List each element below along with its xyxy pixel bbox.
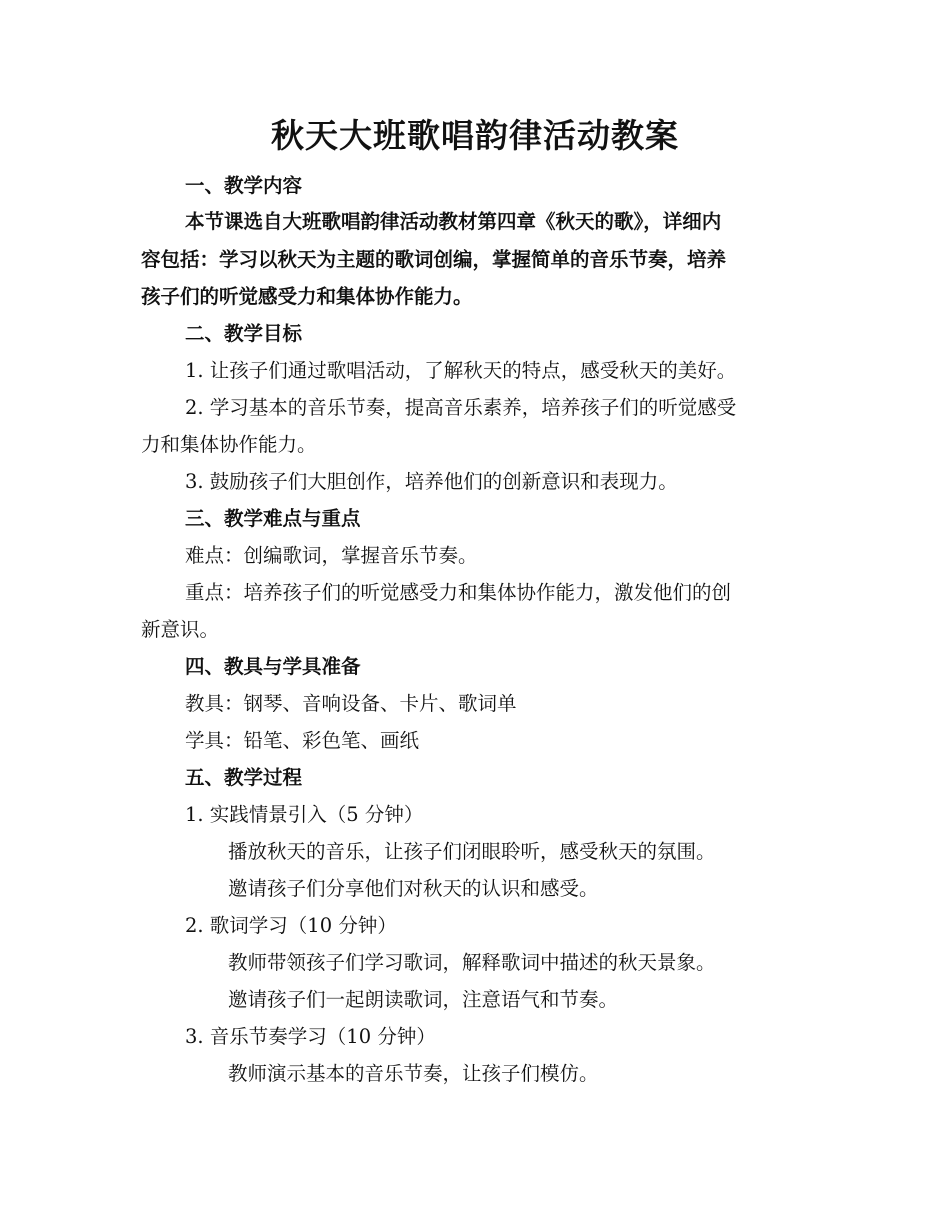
content-paragraph-line-3: 孩子们的听觉感受力和集体协作能力。 <box>141 285 473 308</box>
student-tools: 学具：铅笔、彩色笔、画纸 <box>185 729 420 752</box>
process-step-2: 2. 歌词学习（10 分钟） <box>185 914 397 937</box>
process-step-2-detail-b: 邀请孩子们一起朗读歌词，注意语气和节奏。 <box>228 988 619 1011</box>
objective-item-1: 1. 让孩子们通过歌唱活动，了解秋天的特点，感受秋天的美好。 <box>185 359 737 382</box>
process-step-2-detail-a: 教师带领孩子们学习歌词，解释歌词中描述的秋天景象。 <box>228 951 716 974</box>
process-step-1-detail-b: 邀请孩子们分享他们对秋天的认识和感受。 <box>228 877 599 900</box>
key-point-line-1: 重点：培养孩子们的听觉感受力和集体协作能力，激发他们的创 <box>185 581 732 604</box>
section-heading-process: 五、教学过程 <box>185 766 303 789</box>
objective-item-2-line-2: 力和集体协作能力。 <box>141 433 317 456</box>
key-point-line-2: 新意识。 <box>141 618 220 641</box>
section-heading-content: 一、教学内容 <box>185 174 303 197</box>
objective-item-3: 3. 鼓励孩子们大胆创作，培养他们的创新意识和表现力。 <box>185 470 678 493</box>
section-heading-objectives: 二、教学目标 <box>185 322 303 345</box>
section-heading-materials: 四、教具与学具准备 <box>185 655 361 678</box>
teacher-tools: 教具：钢琴、音响设备、卡片、歌词单 <box>185 692 517 715</box>
objective-item-2-line-1: 2. 学习基本的音乐节奏，提高音乐素养，培养孩子们的听觉感受 <box>185 396 737 419</box>
difficulty-text: 难点：创编歌词，掌握音乐节奏。 <box>185 544 478 567</box>
process-step-1-detail-a: 播放秋天的音乐，让孩子们闭眼聆听，感受秋天的氛围。 <box>228 840 716 863</box>
process-step-3: 3. 音乐节奏学习（10 分钟） <box>185 1025 436 1048</box>
process-step-3-detail-a: 教师演示基本的音乐节奏，让孩子们模仿。 <box>228 1062 599 1085</box>
content-paragraph-line-2: 容包括：学习以秋天为主题的歌词创编，掌握简单的音乐节奏，培养 <box>141 248 727 271</box>
document-title: 秋天大班歌唱韵律活动教案 <box>271 116 679 155</box>
section-heading-difficulties: 三、教学难点与重点 <box>185 507 361 530</box>
process-step-1: 1. 实践情景引入（5 分钟） <box>185 803 424 826</box>
content-paragraph-line-1: 本节课选自大班歌唱韵律活动教材第四章《秋天的歌》，详细内 <box>185 210 722 233</box>
